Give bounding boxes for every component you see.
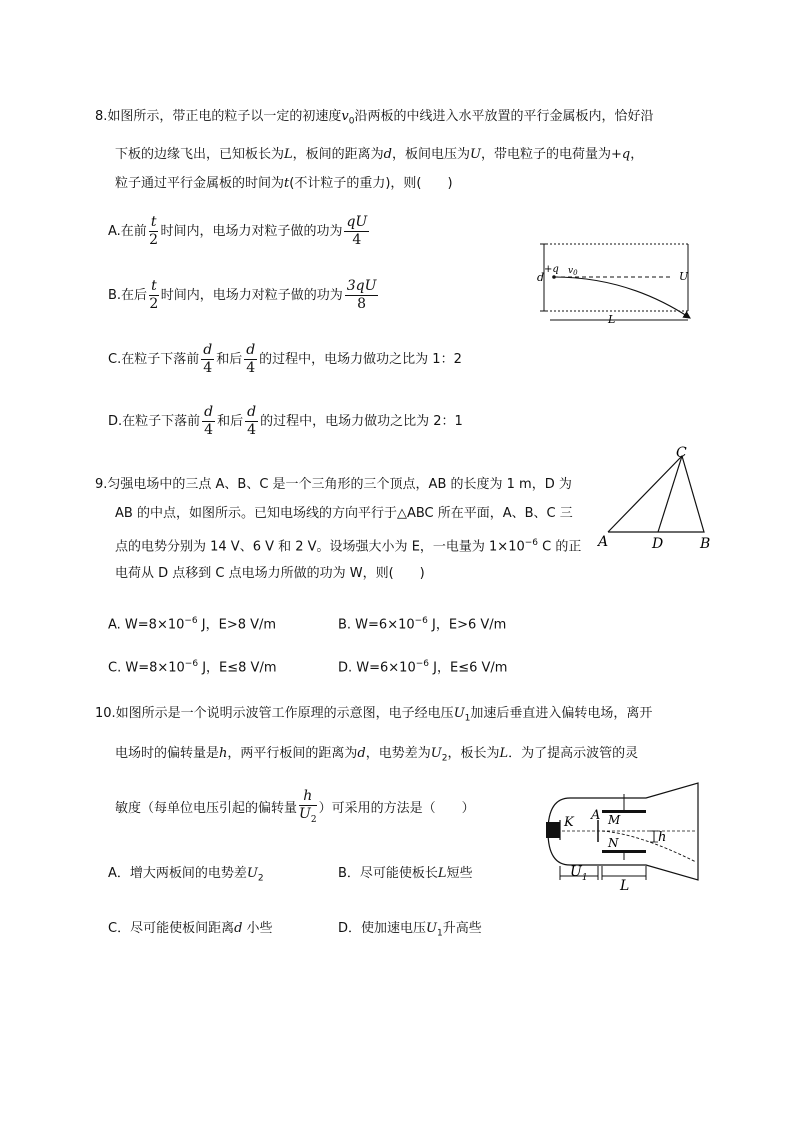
q8-option-c: C.在粒子下落前 $\frac{d}{4}$ 和后 $\frac{d}{4}$ 的过程中，电场力做功之比为 1：2 [108,342,462,376]
label-u: U [679,270,689,283]
label-d: d [537,271,545,284]
q9-line-1: 9.匀强电场中的三点 A、B、C 是一个三角形的三个顶点，AB 的长度为 1 m，D 为 [95,477,572,492]
q8-line-1: 8.如图所示，带正电的粒子以一定的初速度$v_0$沿两板的中线进入水平放置的平行金属板内，恰好沿 [95,109,654,127]
q8-option-d: D.在粒子下落前 $\frac{d}{4}$ 和后 $\frac{d}{4}$ 的过程中，电场力做功之比为 2：1 [108,404,463,438]
q10-oscilloscope-figure [540,780,705,892]
q10-line-1: 10.如图所示是一个说明示波管工作原理的示意图，电子经电压$U_1$加速后垂直进入偏转电场，离开 [95,706,653,724]
plate-n [602,850,646,853]
q8-option-b: B.在后 $\frac{t}{2}$ 时间内，电场力对粒子做的功为 $\frac{3qU}{8}$ [108,278,377,312]
q9-line-2: AB 的中点，如图所示。已知电场线的方向平行于△ABC 所在平面，A、B、C 三 [115,506,573,521]
triangle-abc [608,456,704,532]
label-a: A [591,808,601,823]
vertex-b: B [700,536,711,550]
q9-option-b: B. $W=6\times 10^{-6}$ J，E>6 V/m [338,616,507,633]
q9-line-4: 电荷从 D 点移到 C 点电场力所做的功为 W，则( ) [115,566,425,581]
vertex-a: A [598,534,609,550]
label-k: K [564,815,574,830]
label-v0: $v_0$ [568,266,578,277]
q9-option-d: D. $W=6\times 10^{-6}$ J，E≤6 V/m [338,659,508,676]
q8-option-a: A.在前 $\frac{t}{2}$ 时间内，电场力对粒子做的功为 $\frac{qU}{4}$ [108,214,368,248]
q9-option-c: C. $W=8\times 10^{-6}$ J，E≤8 V/m [108,659,277,676]
q10-option-d: D．使加速电压$U_1$升高些 [338,921,482,939]
label-m: M [608,813,621,827]
trajectory [554,277,690,318]
q9-line-3: 点的电势分别为 14 V、6 V 和 2 V。设场强大小为 E，一电量为 $1\times 10^{-6}$ C 的正 [115,538,582,555]
label-l: L [620,878,630,892]
point-d: D [652,536,664,550]
label-u1: $U_1$ [570,864,588,883]
q9-triangle-figure [592,444,717,550]
q10-option-b: B．尽可能使板长L短些 [338,866,473,881]
q10-option-a: A．增大两板间的电势差$U_2$ [108,866,264,884]
q8-line-2: 下板的边缘飞出，已知板长为L，板间的距离为d，板间电压为U，带电粒子的电荷量为+q， [115,147,644,162]
q10-line-3: 敏度（每单位电压引起的偏转量 $\frac{h}{U_2}$ ）可采用的方法是（ ） [115,788,475,825]
q8-parallel-plate-figure [528,236,703,328]
q9-option-a: A. $W=8\times 10^{-6}$ J，E>8 V/m [108,616,277,633]
label-h: h [658,830,667,845]
label-q: +q [544,264,559,275]
q8-line-3: 粒子通过平行金属板的时间为t(不计粒子的重力)，则( ) [115,176,453,191]
q10-option-c: C．尽可能使板间距离d 小些 [108,921,273,936]
electron-gun [546,822,560,838]
vertex-c: C [676,445,687,461]
q10-line-2: 电场时的偏转量是h，两平行板间的距离为d，电势差为$U_2$，板长为L．为了提高示波管的灵 [115,746,639,764]
segment-cd [658,456,682,532]
label-n: N [608,836,619,850]
label-l: L [608,313,616,326]
